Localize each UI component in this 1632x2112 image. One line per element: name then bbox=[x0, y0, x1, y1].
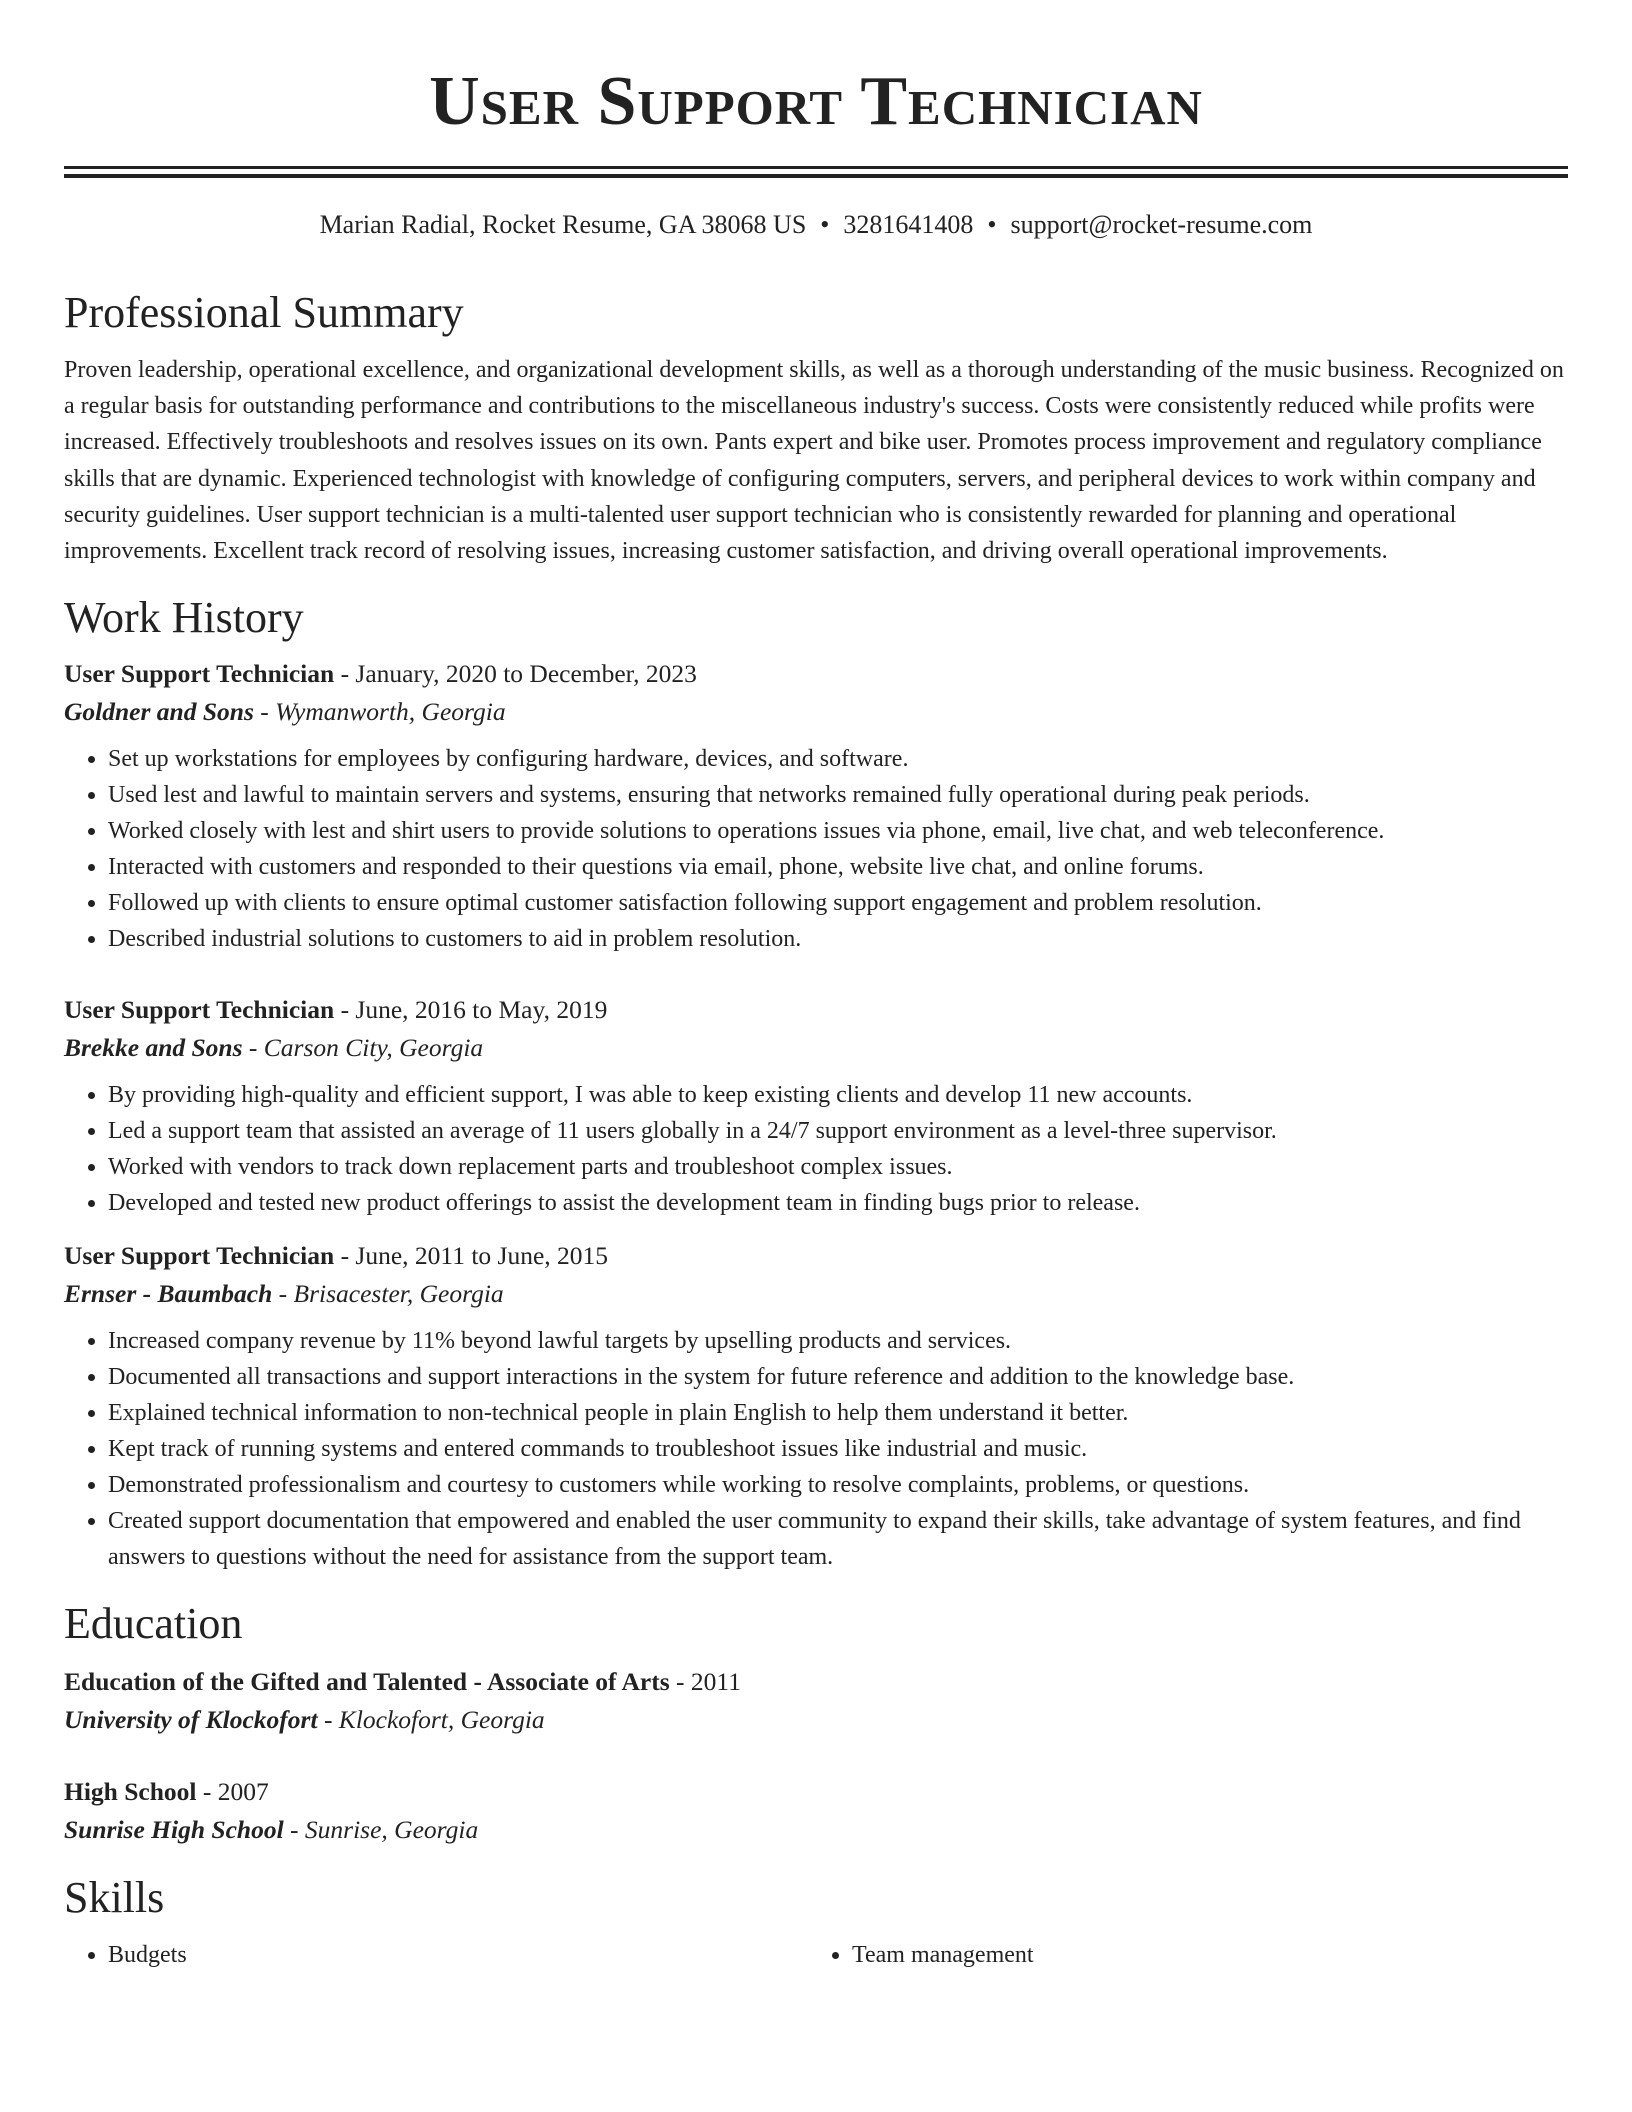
job-title-line bbox=[64, 655, 1568, 693]
job-entry bbox=[64, 1237, 1568, 1575]
list-item: • Increased company revenue by 11% beyond lawful targets by upselling products and services. bbox=[108, 1323, 1568, 1359]
education-school: Sunrise High School bbox=[64, 1815, 284, 1845]
contact-phone: 3281641408 bbox=[843, 210, 974, 239]
list-item: • Created support documentation that empowered and enabled the user community to expand their skills, take advantage of system features, and find answers to questions without the need for assistance from the support team. bbox=[108, 1503, 1568, 1575]
contact-separator: • bbox=[820, 210, 830, 239]
job-location: - Carson City, Georgia bbox=[242, 1033, 484, 1063]
contact-separator: • bbox=[987, 210, 997, 239]
education-school-line bbox=[64, 1701, 1568, 1739]
education-heading: Education bbox=[64, 1599, 243, 1649]
education-location: - Klockofort, Georgia bbox=[317, 1705, 545, 1735]
job-dates: - June, 2011 to June, 2015 bbox=[334, 1241, 609, 1271]
resume-title: User Support Technician bbox=[429, 63, 1203, 140]
list-item: • Documented all transactions and support interactions in the system for future reference and addition to the knowledge base. bbox=[108, 1359, 1568, 1395]
job-title-line bbox=[64, 1237, 1568, 1275]
job-bullets bbox=[64, 1323, 1568, 1575]
job-location: - Wymanworth, Georgia bbox=[253, 697, 506, 727]
work-history-heading: Work History bbox=[64, 593, 304, 643]
job-entry bbox=[64, 991, 1568, 1221]
summary-text: Proven leadership, operational excellence, and organizational development skills, as well as a thorough understanding of the music business. Recognized on a regular basis for outstanding performance and contributions to the miscellaneous industry's success. Costs were consistently reduced while profits were increased. Effectively troubleshoots and resolves issues on its own. Pants expert and bike user. Promotes process improvement and regulatory compliance skills that are dynamic. Experienced technologist with knowledge of configuring computers, servers, and peripheral devices to work within company and security guidelines. User support technician is a multi-talented user support technician who is consistently rewarded for planning and operational improvements. Excellent track record of resolving issues, increasing customer satisfaction, and driving overall operational improvements. bbox=[64, 357, 1564, 565]
contact-line bbox=[64, 208, 1568, 242]
list-item: • Explained technical information to non-technical people in plain English to help them understand it better. bbox=[108, 1395, 1568, 1431]
list-item: • Used lest and lawful to maintain servers and systems, ensuring that networks remained fully operational during peak periods. bbox=[108, 777, 1568, 813]
job-bullets bbox=[64, 741, 1568, 957]
skills-column-left bbox=[64, 1937, 808, 1973]
job-location: - Brisacester, Georgia bbox=[272, 1279, 504, 1309]
contact-address: Marian Radial, Rocket Resume, GA 38068 US bbox=[319, 210, 807, 239]
list-item: • By providing high-quality and efficient support, I was able to keep existing clients and develop 11 new accounts. bbox=[108, 1077, 1568, 1113]
education-degree: High School bbox=[64, 1777, 197, 1807]
job-dates: - June, 2016 to May, 2019 bbox=[334, 995, 608, 1025]
list-item: • Interacted with customers and responded to their questions via email, phone, website live chat, and online forums. bbox=[108, 849, 1568, 885]
job-company: Brekke and Sons bbox=[64, 1033, 243, 1063]
title-divider bbox=[64, 166, 1568, 178]
job-title: User Support Technician bbox=[64, 995, 335, 1025]
job-entry bbox=[64, 655, 1568, 957]
education-year: - 2011 bbox=[669, 1667, 741, 1697]
list-item: • Kept track of running systems and entered commands to troubleshoot issues like industrial and music. bbox=[108, 1431, 1568, 1467]
job-dates: - January, 2020 to December, 2023 bbox=[334, 659, 697, 689]
education-location: - Sunrise, Georgia bbox=[283, 1815, 479, 1845]
education-entry bbox=[64, 1663, 1568, 1739]
education-year: - 2007 bbox=[196, 1777, 269, 1807]
list-item: • Worked with vendors to track down replacement parts and troubleshoot complex issues. bbox=[108, 1149, 1568, 1185]
list-item: • Set up workstations for employees by configuring hardware, devices, and software. bbox=[108, 741, 1568, 777]
list-item: • Followed up with clients to ensure optimal customer satisfaction following support engagement and problem resolution. bbox=[108, 885, 1568, 921]
skill-item: • Team management bbox=[852, 1937, 1552, 1973]
job-bullets bbox=[64, 1077, 1568, 1221]
skills-heading: Skills bbox=[64, 1873, 165, 1923]
skill-item: • Budgets bbox=[108, 1937, 808, 1973]
list-item: • Worked closely with lest and shirt users to provide solutions to operations issues via phone, email, live chat, and web teleconference. bbox=[108, 813, 1568, 849]
education-degree-line bbox=[64, 1773, 1568, 1811]
job-company-line bbox=[64, 1275, 1568, 1313]
list-item: • Developed and tested new product offerings to assist the development team in finding bugs prior to release. bbox=[108, 1185, 1568, 1221]
job-title: User Support Technician bbox=[64, 659, 335, 689]
skills-list bbox=[64, 1937, 1568, 1973]
job-company: Goldner and Sons bbox=[64, 697, 254, 727]
job-company-line bbox=[64, 1029, 1568, 1067]
summary-heading: Professional Summary bbox=[64, 288, 464, 337]
education-school: University of Klockofort bbox=[64, 1705, 318, 1735]
job-company-line bbox=[64, 693, 1568, 731]
job-title: User Support Technician bbox=[64, 1241, 335, 1271]
list-item: • Led a support team that assisted an average of 11 users globally in a 24/7 support environment as a level-three supervisor. bbox=[108, 1113, 1568, 1149]
skills-column-right bbox=[808, 1937, 1552, 1973]
contact-email: support@rocket-resume.com bbox=[1010, 210, 1313, 239]
job-title-line bbox=[64, 991, 1568, 1029]
list-item: • Demonstrated professionalism and courtesy to customers while working to resolve complaints, problems, or questions. bbox=[108, 1467, 1568, 1503]
education-entry bbox=[64, 1773, 1568, 1849]
education-school-line bbox=[64, 1811, 1568, 1849]
education-degree-line bbox=[64, 1663, 1568, 1701]
education-degree: Education of the Gifted and Talented - Associate of Arts bbox=[64, 1667, 670, 1697]
job-company: Ernser - Baumbach bbox=[64, 1279, 273, 1309]
list-item: • Described industrial solutions to customers to aid in problem resolution. bbox=[108, 921, 1568, 957]
